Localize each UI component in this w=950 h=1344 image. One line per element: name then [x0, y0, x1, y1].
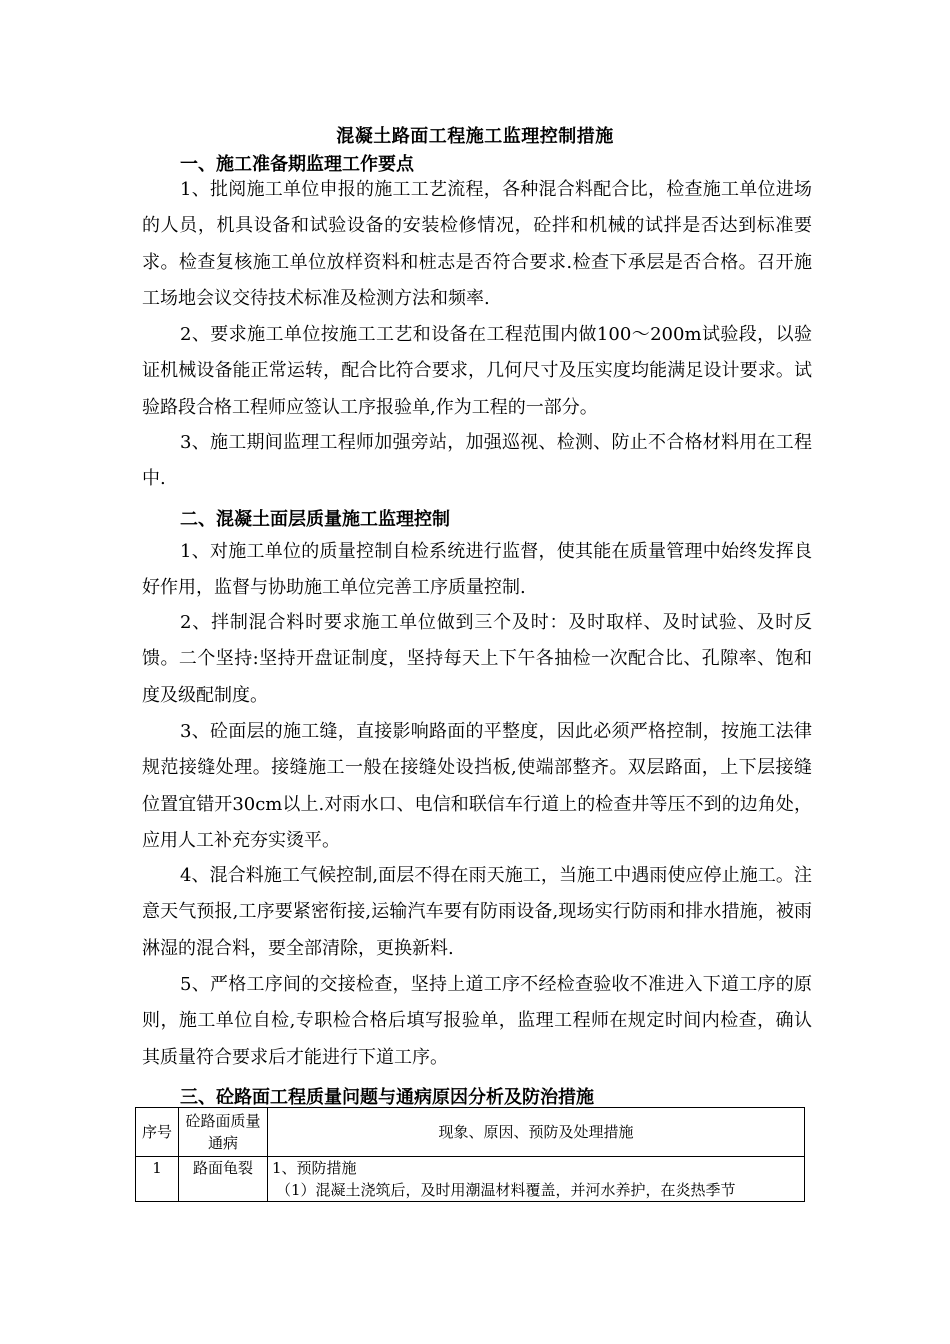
description-line-1: 1、预防措施 [272, 1159, 357, 1177]
document-title: 混凝土路面工程施工监理控制措施 [336, 126, 614, 147]
table-header-row [136, 1108, 805, 1157]
table-row [136, 1157, 805, 1202]
section-heading-1: 一、施工准备期监理工作要点 [180, 154, 414, 175]
header-description: 现象、原因、预防及处理措施 [268, 1108, 805, 1157]
paragraph-1-1: 1、批阅施工单位申报的施工工艺流程，各种混合料配合比，检查施工单位进场的人员，机具设备和试验设备的安装检修情况，砼拌和机械的试拌是否达到标准要求。检查复核施工单位放样资料和桩志是否符合要求.检查下承层是否合格。召开施工场地会议交待技术标准及检测方法和频率. [142, 179, 812, 310]
paragraph-2-2: 2、拌制混合料时要求施工单位做到三个及时：及时取样、及时试验、及时反馈。二个坚持:坚持开盘证制度，坚持每天上下午各抽检一次配合比、孔隙率、饱和度及级配制度。 [142, 612, 812, 706]
paragraph-2-5: 5、严格工序间的交接检查，坚持上道工序不经检查验收不准进入下道工序的原则，施工单位自检,专职检合格后填写报验单，监理工程师在规定时间内检查，确认其质量符合要求后才能进行下道工序。 [142, 974, 812, 1068]
description-line-2: （1）混凝土浇筑后，及时用潮温材料覆盖，并河水养护，在炎热季节 [276, 1181, 736, 1199]
paragraph-2-3: 3、砼面层的施工缝，直接影响路面的平整度，因此必须严格控制，按施工法律规范接缝处理。接缝施工一般在接缝处设挡板,使端部整齐。双层路面，上下层接缝位置宜错开30cm以上.对雨水口、电信和联信车行道上的检查井等压不到的边角处，应用人工补充夯实烫平。 [142, 721, 812, 852]
section-heading-3: 三、砼路面工程质量问题与通病原因分析及防治措施 [180, 1087, 594, 1108]
paragraph-1-3: 3、施工期间监理工程师加强旁站，加强巡视、检测、防止不合格材料用在工程中. [142, 432, 812, 490]
defects-table [135, 1107, 805, 1202]
paragraph-2-4: 4、混合料施工气候控制,面层不得在雨天施工，当施工中遇雨使应停止施工。注意天气预报,工序要紧密衔接,运输汽车要有防雨设备,现场实行防雨和排水措施，被雨淋湿的混合料，要全部清除，更换新料. [142, 865, 812, 959]
row-defect-type: 路面龟裂 [179, 1157, 268, 1202]
section-heading-2: 二、混凝土面层质量施工监理控制 [180, 509, 450, 530]
row-no: 1 [136, 1157, 179, 1202]
row-description [268, 1157, 805, 1202]
header-defect-type: 砼路面质量通病 [179, 1108, 268, 1157]
paragraph-1-2: 2、要求施工单位按施工工艺和设备在工程范围内做100～200m试验段，以验证机械设备能正常运转，配合比符合要求，几何尺寸及压实度均能满足设计要求。试验路段合格工程师应签认工序报验单,作为工程的一部分。 [142, 324, 812, 418]
header-no: 序号 [136, 1108, 179, 1157]
paragraph-2-1: 1、对施工单位的质量控制自检系统进行监督，使其能在质量管理中始终发挥良好作用，监督与协助施工单位完善工序质量控制. [142, 541, 812, 599]
